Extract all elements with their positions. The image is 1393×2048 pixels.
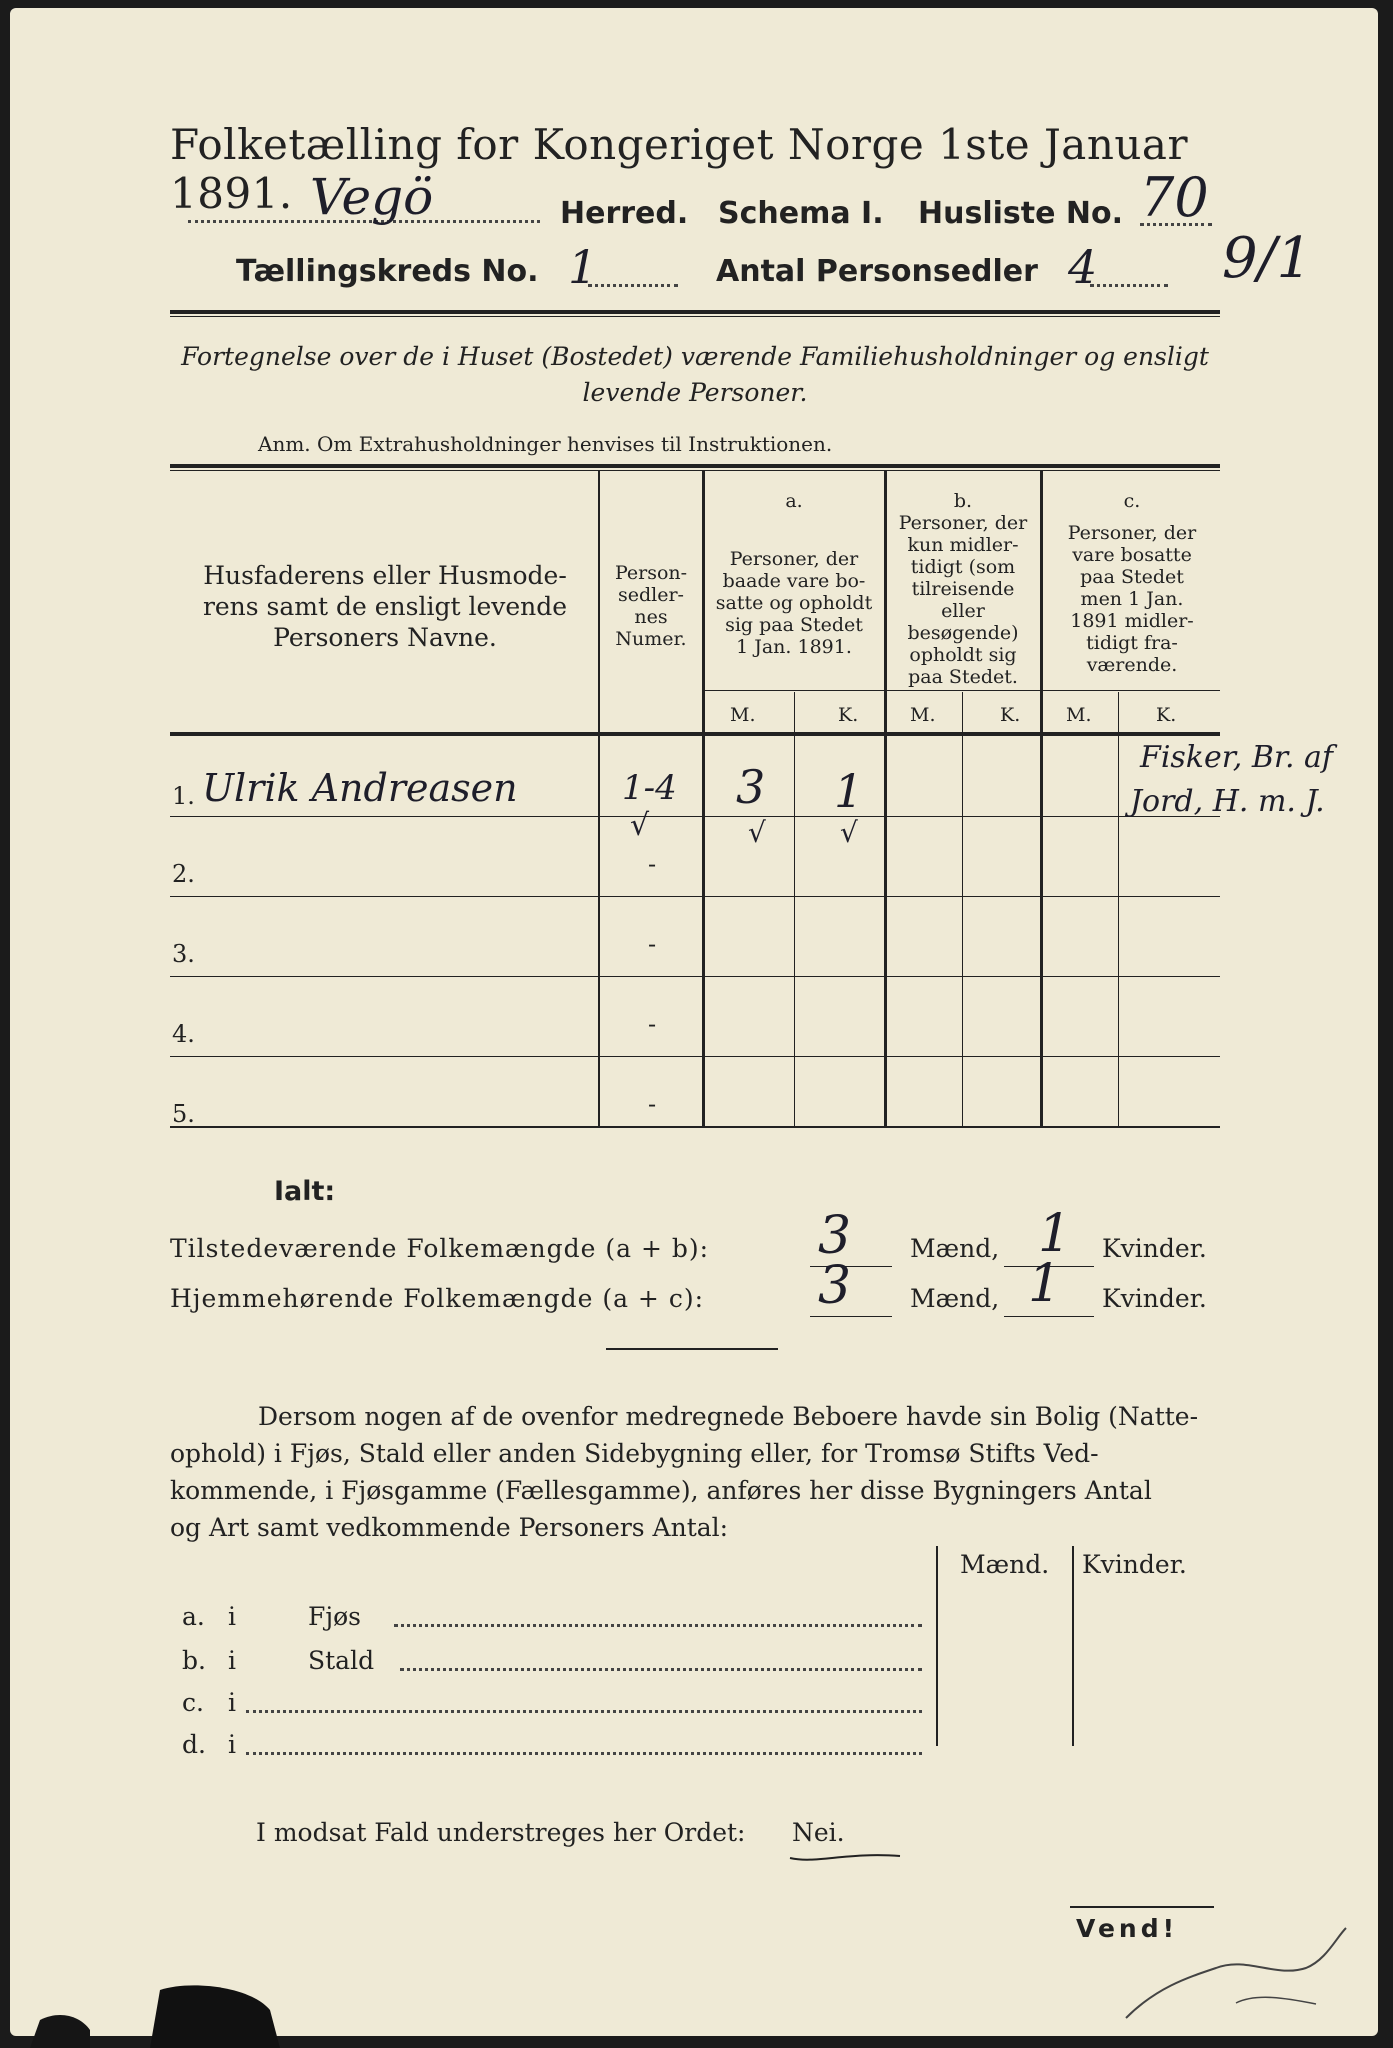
col-num-line4: Numer. [615,628,687,650]
kreds-label: Tællingskreds No. [236,254,539,289]
kreds-value: 1 [568,240,598,294]
col-a-m-label: M. [730,704,756,726]
col-b-line: tilreisende [911,578,1015,600]
table-bottom-rule [170,1126,1220,1128]
col-divider-c-mk [1118,692,1119,1126]
row-2-persons: - [648,850,657,878]
buildings-paragraph-line: kommende, i Fjøsgamme (Fællesgamme), anføres her disse Bygningers Antal [170,1476,1152,1505]
table-header-bottom-rule [170,732,1220,736]
row-5-persons: - [648,1090,657,1118]
edge-stain [20,1960,280,2048]
tilstede-label: Tilstedeværende Folkemængde (a + b): [170,1234,710,1263]
personsedler-dotted-line [1090,284,1168,287]
item-letter: a. [182,1602,205,1631]
col-b-line: besøgende) [907,622,1019,644]
col-a-letter: a. [785,490,803,512]
row-1-check-am: √ [748,816,766,849]
col-b-k-label: K. [1000,704,1021,726]
col-names-header [180,560,590,653]
row-1-note-line1: Fisker, Br. af [1140,740,1334,775]
corner-note: 9/1 [1222,226,1313,291]
col-names-line3: Personers Navne. [273,623,497,652]
item-prefix: i [228,1688,236,1717]
col-c-letter: c. [1123,490,1141,512]
hjemme-kvinder-value: 1 [1028,1254,1062,1314]
row-number: 2. [172,860,195,888]
margin-scribble [1116,1908,1366,2028]
schema-label: Schema I. [718,196,884,231]
husliste-label: Husliste No. [918,196,1123,231]
item-dotted-line [246,1752,922,1755]
row-number: 5. [172,1100,195,1128]
form-title: Folketælling for Kongeriget Norge 1ste Januar 1891. [170,120,1189,218]
hjemme-kvinder-label: Kvinder. [1102,1284,1207,1313]
row-3-persons: - [648,930,657,958]
col-b-header [888,490,1038,688]
tilstede-maend-value: 3 [818,1206,852,1266]
header-rule [170,310,1220,314]
col-num-line3: nes [634,606,668,628]
col-num-header [602,562,700,650]
col-names-line1: Husfaderens eller Husmode- [203,561,567,590]
hjemme-label: Hjemmehørende Folkemængde (a + c): [170,1284,704,1313]
col-b-line: paa Stedet. [908,666,1018,688]
modsat-text: I modsat Fald understreges her Ordet: [256,1818,746,1847]
col-divider-a-mk [794,692,795,1126]
hjemme-kvinder-line [1004,1316,1094,1317]
col-b-m-label: M. [910,704,936,726]
personsedler-label: Antal Personsedler [716,254,1038,289]
row-number: 4. [172,1020,195,1048]
row-4-persons: - [648,1010,657,1038]
row-1-note-line2: Jord, H. m. J. [1130,784,1325,819]
col-a-line: sig paa Stedet [725,614,863,636]
col-c-m-label: M. [1066,704,1092,726]
col-divider-a [702,470,705,1126]
buildings-paragraph-line: ophold) i Fjøs, Stald eller anden Sidebygning eller, for Tromsø Stifts Ved- [170,1439,1099,1468]
row-number: 3. [172,940,195,968]
husliste-value: 70 [1140,166,1209,229]
buildings-paragraph-line: Dersom nogen af de ovenfor medregnede Beboere havde sin Bolig (Natte- [258,1402,1199,1431]
col-b-line: eller [941,600,985,622]
hjemme-maend-label: Mænd, [910,1284,1000,1313]
tilstede-kvinder-label: Kvinder. [1102,1234,1207,1263]
mk-header-rule [702,690,1220,691]
item-dotted-line [394,1624,922,1627]
tilstede-kvinder-value: 1 [1038,1204,1072,1264]
col-c-line: 1891 midler- [1070,610,1194,632]
col-a-line: 1 Jan. 1891. [736,636,852,658]
herred-value: Vegö [310,168,434,226]
item-dotted-line [400,1668,922,1671]
col-divider-b-mk [962,692,963,1126]
item-label: Stald [308,1646,375,1675]
item-letter: d. [182,1730,206,1759]
col-divider-b [884,470,887,1126]
buildings-kvinder-header: Kvinder. [1082,1550,1187,1579]
col-b-letter: b. [953,490,973,512]
col-num-line1: Person- [614,562,688,584]
row-line [170,976,1220,977]
col-b-line: opholdt sig [909,644,1017,666]
kreds-dotted-line [588,284,678,287]
col-divider-num [598,470,600,1126]
section-divider [606,1348,778,1350]
nei-word: Nei. [792,1818,845,1847]
item-prefix: i [228,1602,236,1631]
ialt-label: Ialt: [274,1176,336,1207]
col-c-line: paa Stedet [1080,566,1184,588]
header-rule-thin [170,316,1220,317]
row-1-check-ak: √ [840,816,858,849]
row-line [170,896,1220,897]
item-prefix: i [228,1730,236,1759]
row-1-name: Ulrik Andreasen [202,766,518,810]
row-1-a-m: 3 [736,760,766,814]
col-a-k-label: K. [838,704,859,726]
col-c-k-label: K. [1156,704,1177,726]
col-names-line2: rens samt de ensligt levende [202,592,568,621]
col-c-header [1044,490,1220,676]
table-top-rule-thin [170,470,1220,471]
row-1-a-k: 1 [834,764,864,818]
hjemme-maend-value: 3 [818,1256,852,1316]
item-dotted-line [246,1710,922,1713]
col-b-line: Personer, der [898,512,1028,534]
col-c-line: men 1 Jan. [1080,588,1184,610]
col-b-line: tidigt (som [910,556,1016,578]
row-line [170,816,1220,817]
col-a-header [706,490,882,658]
buildings-paragraph [170,1398,1220,1546]
vend-label: Vend! [1076,1914,1179,1943]
col-c-line: tidigt fra- [1086,632,1178,654]
buildings-divider-left [936,1546,938,1746]
col-divider-c [1040,470,1043,1126]
col-a-line: baade vare bo- [722,570,866,592]
col-num-line2: sedler- [618,584,684,606]
intro-description-line2: levende Personer. [582,378,808,407]
personsedler-value: 4 [1068,240,1098,294]
col-a-line: Personer, der [729,548,859,570]
col-c-line: værende. [1086,654,1178,676]
intro-description-line1: Fortegnelse over de i Huset (Bostedet) værende Familiehusholdninger og ensligt [181,342,1209,371]
col-b-line: kun midler- [907,534,1019,556]
tilstede-maend-label: Mænd, [910,1234,1000,1263]
buildings-paragraph-line: og Art samt vedkommende Personers Antal: [170,1513,729,1542]
item-label: Fjøs [308,1602,361,1631]
row-1-check-persons: √ [630,808,650,843]
hjemme-maend-line [810,1316,892,1317]
item-prefix: i [228,1646,236,1675]
table-top-rule [170,464,1220,468]
row-line [170,1056,1220,1057]
item-letter: b. [182,1646,206,1675]
row-1-persons: 1-4 [622,768,677,808]
col-a-line: satte og opholdt [715,592,873,614]
census-form-page [10,8,1378,2036]
buildings-divider-right [1072,1546,1074,1746]
husliste-dotted-line [1140,223,1212,226]
row-number: 1. [172,782,195,810]
nei-underline [786,1844,906,1868]
anm-note: Anm. Om Extrahusholdninger henvises til Instruktionen. [258,432,833,456]
item-letter: c. [182,1688,204,1717]
herred-label: Herred. [560,196,689,231]
col-c-line: vare bosatte [1072,544,1192,566]
col-c-line: Personer, der [1067,522,1197,544]
buildings-maend-header: Mænd. [960,1550,1050,1579]
